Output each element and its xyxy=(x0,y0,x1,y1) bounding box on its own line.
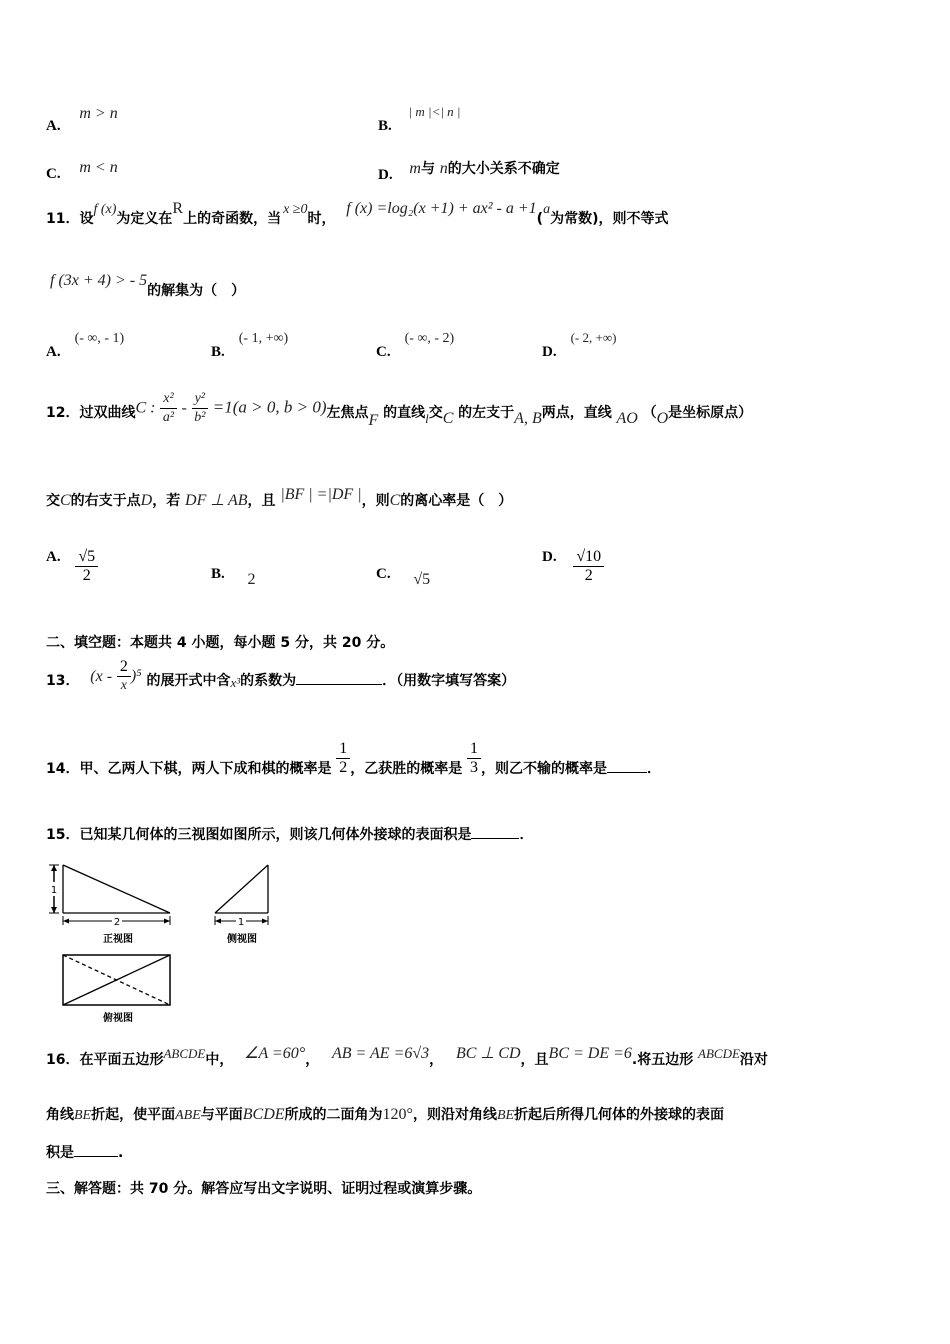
q14-stem xyxy=(46,740,661,786)
math-inequality: f (3x + 4) > - 5 xyxy=(50,272,148,289)
answer-blank[interactable] xyxy=(74,1142,118,1157)
option-label: A. xyxy=(46,548,61,565)
stem-text: 的系数为 xyxy=(240,672,297,689)
math-equality: BC = DE =6 xyxy=(548,1045,632,1062)
fraction-numerator: √10 xyxy=(573,548,604,567)
math-c: C : xyxy=(135,399,156,417)
stem-text: ，且 xyxy=(520,1052,549,1068)
q12-option-c xyxy=(376,566,431,589)
question-number: 12．过双曲线 xyxy=(46,404,136,421)
stem-text: ．（用数字填写答案） xyxy=(382,672,516,689)
q11-option-c xyxy=(376,328,455,360)
math-r: R xyxy=(172,200,184,217)
q10-option-d xyxy=(378,158,560,183)
q11-stem-line2 xyxy=(50,270,246,299)
fraction-denominator: 2 xyxy=(584,567,593,584)
math-be: BE xyxy=(496,1108,515,1123)
stem-text: 的左支于 xyxy=(458,404,515,421)
option-label: D. xyxy=(378,167,393,183)
stem-text: 折起，使平面 xyxy=(91,1107,176,1123)
stem-text: 与平面 xyxy=(200,1107,243,1123)
option-label: C. xyxy=(376,566,391,582)
math-o: O xyxy=(656,409,669,427)
math-degree: 120° xyxy=(382,1106,413,1123)
fraction-one-half xyxy=(336,740,350,777)
fraction-denominator: 2 xyxy=(82,567,91,584)
stem-text: 时， xyxy=(307,211,336,227)
q11-option-b xyxy=(211,328,289,360)
option-value: (- 1, +∞) xyxy=(238,331,289,346)
stem-text: 积是 xyxy=(46,1145,74,1161)
stem-text: 中， xyxy=(205,1052,234,1068)
side-view xyxy=(215,865,268,945)
q11-options xyxy=(46,328,926,362)
q16-stem-line2 xyxy=(46,1104,724,1124)
stem-text: 14．甲、乙两人下棋，两人下成和棋的概率是 xyxy=(46,760,332,777)
option-value: 2 xyxy=(247,571,256,588)
math-d: D xyxy=(140,492,153,509)
q10-option-c xyxy=(46,158,118,182)
q10-option-b xyxy=(378,102,461,134)
option-label: A. xyxy=(46,344,61,360)
stem-text: 折起后所得几何体的外接球的表面 xyxy=(514,1107,725,1123)
q16-stem-line1 xyxy=(46,1043,768,1068)
q12-stem-line1 xyxy=(46,390,752,440)
fraction-denominator: x xyxy=(120,678,127,693)
stem-text: 沿对 xyxy=(739,1052,768,1068)
stem-text: ( xyxy=(536,211,544,227)
q12-option-b xyxy=(211,566,256,589)
stem-text: ，则 xyxy=(361,493,390,509)
math-formula: f (x) =log₂(x +1) + ax² - a +1 xyxy=(346,200,537,217)
option-value: (- ∞, - 2) xyxy=(404,331,455,346)
answer-blank[interactable] xyxy=(296,670,382,685)
math-expr: (x - xyxy=(90,667,113,685)
option-label: B. xyxy=(211,566,225,582)
math-l: l xyxy=(425,410,429,426)
stem-text: （ xyxy=(642,404,657,421)
fraction-numerator: y² xyxy=(192,390,208,409)
side-width-dimension: 1 xyxy=(237,917,245,928)
fraction-denominator: 2 xyxy=(339,759,348,776)
side-view-caption: 侧视图 xyxy=(227,934,257,945)
q13-stem xyxy=(46,658,515,700)
stem-text: 为定义在 xyxy=(116,211,173,227)
option-var-m: m xyxy=(409,160,421,177)
stem-text: ，且 xyxy=(247,493,276,509)
fraction-numerator: 2 xyxy=(117,658,131,677)
stem-text: ，乙获胜的概率是 xyxy=(350,760,463,777)
math-a: a xyxy=(543,202,551,217)
stem-text: 交 xyxy=(428,404,443,421)
q12-stem-line2 xyxy=(46,486,513,510)
math-condition: x ≥0 xyxy=(283,202,308,217)
stem-text: ，若 xyxy=(152,493,181,509)
fraction-numerator: 1 xyxy=(467,740,481,759)
stem-text: ． xyxy=(519,827,534,843)
math-fx: f (x) xyxy=(93,202,117,217)
math-f: F xyxy=(368,411,379,429)
stem-text: ， xyxy=(429,1052,444,1068)
question-number: 11．设 xyxy=(46,211,94,227)
option-label: D. xyxy=(542,344,557,360)
math-abcde: ABCDE xyxy=(163,1046,206,1061)
fraction-y2-b2 xyxy=(192,390,208,427)
q10-option-a xyxy=(46,104,118,134)
q16-stem-line3 xyxy=(46,1142,123,1162)
q12-option-a xyxy=(46,548,98,585)
option-value: (- ∞, - 1) xyxy=(74,331,125,346)
math-equality: AB = AE =6√3 xyxy=(331,1045,430,1062)
math-expr: )⁵ xyxy=(130,667,142,685)
stem-text: ，则乙不输的概率是 xyxy=(481,760,608,777)
stem-text: 为常数)，则不等式 xyxy=(550,211,669,227)
stem-text: 的右支于点 xyxy=(70,493,141,509)
fraction-numerator: 1 xyxy=(336,740,350,759)
stem-text: 是坐标原点） xyxy=(668,404,753,421)
option-label: D. xyxy=(542,548,557,565)
option-text: 与 xyxy=(420,161,435,177)
stem-text: .将五边形 xyxy=(631,1052,694,1068)
option-expr: m < n xyxy=(79,159,118,176)
fraction-denominator: 3 xyxy=(470,759,479,776)
stem-text: ． xyxy=(647,760,662,777)
math-angle: ∠A =60° xyxy=(244,1045,306,1062)
stem-text: 16．在平面五边形 xyxy=(46,1052,164,1068)
fraction-x2-a2 xyxy=(160,390,176,427)
math-be: BE xyxy=(74,1108,92,1123)
math-c: C xyxy=(442,409,454,427)
stem-text: 的直线 xyxy=(383,404,426,421)
option-text: 的大小关系不确定 xyxy=(447,161,560,177)
fraction-denominator: a² xyxy=(162,410,175,425)
math-equality: |BF | =|DF | xyxy=(280,486,362,503)
option-value: (- 2, +∞) xyxy=(570,330,617,345)
stem-text: 15．已知某几何体的三视图如图所示，则该几何体外接球的表面积是 xyxy=(46,827,472,843)
stem-text: 左焦点 xyxy=(326,404,369,421)
stem-text: 的展开式中含 xyxy=(146,672,231,689)
front-view-caption: 正视图 xyxy=(103,934,133,945)
stem-text: ，则沿对角线 xyxy=(412,1107,497,1123)
fraction-numerator: x² xyxy=(160,390,176,409)
section-heading-fill-blank: 二、填空题：本题共 4 小题，每小题 5 分，共 20 分。 xyxy=(46,635,395,651)
answer-blank[interactable] xyxy=(471,824,519,839)
stem-text: 的离心率是（ ） xyxy=(400,493,513,509)
section-heading-solutions: 三、解答题：共 70 分。解答应写出文字说明、证明过程或演算步骤。 xyxy=(46,1181,482,1197)
math-minus: - xyxy=(181,399,187,417)
q11-stem-line1 xyxy=(46,198,669,227)
option-label: B. xyxy=(211,344,225,360)
top-view-caption: 俯视图 xyxy=(103,1013,133,1024)
front-height-dimension: 1 xyxy=(50,885,58,896)
option-label: C. xyxy=(376,344,391,360)
q12-option-d xyxy=(542,548,604,585)
stem-text: 角线 xyxy=(46,1107,74,1123)
math-perpendicular: BC ⊥ CD xyxy=(455,1045,521,1062)
stem-text: ， xyxy=(305,1052,320,1068)
option-label: C. xyxy=(46,166,61,182)
option-var-n: n xyxy=(439,160,448,177)
stem-text: 两点，直线 xyxy=(541,404,612,421)
fraction-numerator: √5 xyxy=(75,548,98,567)
option-fraction xyxy=(573,548,604,585)
math-condition: =1(a > 0, b > 0) xyxy=(212,397,327,417)
stem-text: 所成的二面角为 xyxy=(284,1107,383,1123)
math-bcde: BCDE xyxy=(242,1106,285,1123)
front-view xyxy=(48,865,170,945)
stem-text: 的解集为（ ） xyxy=(147,283,246,299)
q12-options xyxy=(46,548,926,604)
math-ab: A, B xyxy=(514,409,542,427)
option-fraction xyxy=(75,548,98,585)
fraction-denominator: b² xyxy=(194,410,206,425)
option-expr: m > n xyxy=(79,105,118,122)
three-view-figure xyxy=(40,855,290,1030)
question-number: 13． xyxy=(46,672,80,689)
option-value: √5 xyxy=(413,571,431,588)
math-ao: AO xyxy=(616,409,638,427)
q11-option-a xyxy=(46,328,125,360)
front-width-dimension: 2 xyxy=(113,917,121,928)
stem-text: 交 xyxy=(46,493,60,509)
math-x3: x³ xyxy=(230,674,241,690)
q15-stem xyxy=(46,824,533,844)
fraction-one-third xyxy=(467,740,481,777)
q11-option-d xyxy=(542,328,617,360)
top-view xyxy=(63,955,170,1024)
stem-text: 上的奇函数，当 xyxy=(183,211,282,227)
answer-blank[interactable] xyxy=(607,758,647,773)
math-c: C xyxy=(389,492,401,509)
math-c: C xyxy=(60,492,71,509)
math-perpendicular: DF ⊥ AB xyxy=(185,492,248,509)
stem-text: . xyxy=(118,1145,124,1161)
fraction-2-over-x xyxy=(117,658,131,695)
option-label: A. xyxy=(46,118,61,134)
option-label: B. xyxy=(378,118,392,134)
math-abe: ABE xyxy=(175,1108,201,1123)
math-abcde: ABCDE xyxy=(698,1046,740,1061)
option-expr: | m |<| n | xyxy=(408,104,461,119)
